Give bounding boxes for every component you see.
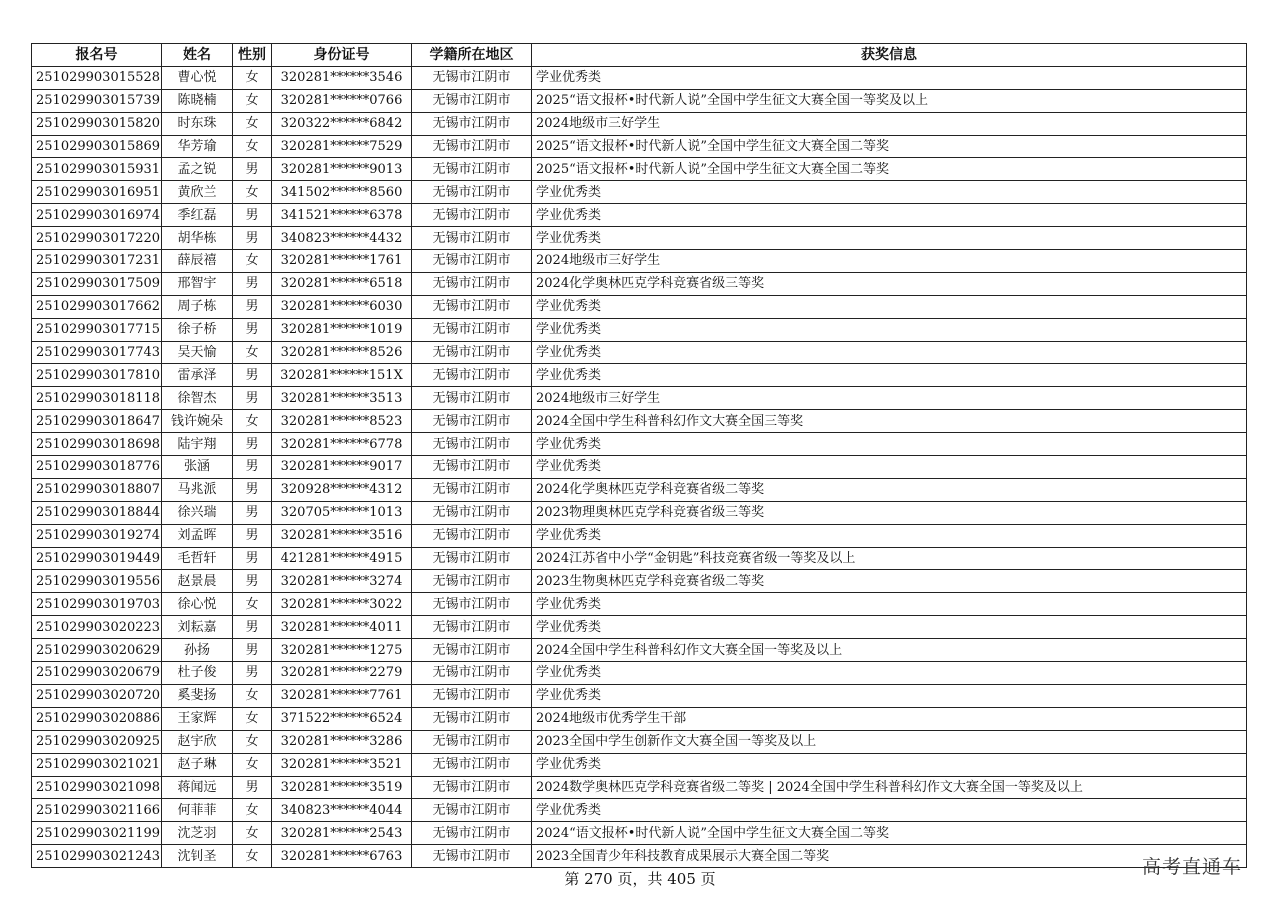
name-cell: 马兆派 [162,478,233,501]
award-cell: 2024地级市三好学生 [532,387,1247,410]
table-row [32,272,1247,295]
gender-cell: 女 [233,250,272,273]
table-row [32,616,1247,639]
gender-cell: 女 [233,89,272,112]
name-cell: 杜子俊 [162,662,233,685]
award-cell: 学业优秀类 [532,684,1247,707]
table-row [32,501,1247,524]
award-cell: 2024数学奥林匹克学科竞赛省级二等奖 | 2024全国中学生科普科幻作文大赛全国一等奖及以上 [532,776,1247,799]
name-cell: 时东珠 [162,112,233,135]
award-cell: 学业优秀类 [532,799,1247,822]
name-cell: 薛辰禧 [162,250,233,273]
table-row [32,753,1247,776]
gender-cell: 男 [233,524,272,547]
id-number-cell: 320281******3546 [272,66,412,89]
id-number-cell: 320281******1019 [272,318,412,341]
id-number-cell: 320928******4312 [272,478,412,501]
gender-cell: 女 [233,181,272,204]
table-body [32,66,1247,867]
region-cell: 无锡市江阴市 [412,845,532,868]
table-row [32,662,1247,685]
reg-no-cell: 251029903017220 [32,227,162,250]
name-cell: 雷承泽 [162,364,233,387]
header-gender: 性别 [233,44,272,67]
region-cell: 无锡市江阴市 [412,776,532,799]
table-row [32,318,1247,341]
id-number-cell: 371522******6524 [272,707,412,730]
award-cell: 2025“语文报杯•时代新人说”全国中学生征文大赛全国一等奖及以上 [532,89,1247,112]
award-cell: 2024地级市优秀学生干部 [532,707,1247,730]
table-row [32,456,1247,479]
table-row [32,364,1247,387]
id-number-cell: 320281******3516 [272,524,412,547]
name-cell: 胡华栋 [162,227,233,250]
award-cell: 2024全国中学生科普科幻作文大赛全国一等奖及以上 [532,639,1247,662]
table-header-row [32,44,1247,67]
table-row [32,570,1247,593]
gender-cell: 男 [233,364,272,387]
id-number-cell: 320281******2543 [272,822,412,845]
table-row [32,845,1247,868]
region-cell: 无锡市江阴市 [412,684,532,707]
region-cell: 无锡市江阴市 [412,250,532,273]
name-cell: 陈晓楠 [162,89,233,112]
gender-cell: 女 [233,707,272,730]
name-cell: 孙扬 [162,639,233,662]
id-number-cell: 320281******8526 [272,341,412,364]
region-cell: 无锡市江阴市 [412,89,532,112]
name-cell: 奚斐扬 [162,684,233,707]
reg-no-cell: 251029903015931 [32,158,162,181]
id-number-cell: 320281******3274 [272,570,412,593]
reg-no-cell: 251029903020886 [32,707,162,730]
region-cell: 无锡市江阴市 [412,295,532,318]
reg-no-cell: 251029903015820 [32,112,162,135]
header-id-number: 身份证号 [272,44,412,67]
award-cell: 学业优秀类 [532,181,1247,204]
region-cell: 无锡市江阴市 [412,616,532,639]
name-cell: 黄欣兰 [162,181,233,204]
award-cell: 2024地级市三好学生 [532,112,1247,135]
award-cell: 学业优秀类 [532,456,1247,479]
region-cell: 无锡市江阴市 [412,547,532,570]
id-number-cell: 320281******9017 [272,456,412,479]
reg-no-cell: 251029903015528 [32,66,162,89]
id-number-cell: 320281******3519 [272,776,412,799]
id-number-cell: 341502******8560 [272,181,412,204]
region-cell: 无锡市江阴市 [412,524,532,547]
name-cell: 徐子桥 [162,318,233,341]
reg-no-cell: 251029903019274 [32,524,162,547]
region-cell: 无锡市江阴市 [412,158,532,181]
name-cell: 刘孟晖 [162,524,233,547]
table-row [32,250,1247,273]
page-number: 第 270 页，共 405 页 [564,870,716,888]
table-row [32,478,1247,501]
region-cell: 无锡市江阴市 [412,112,532,135]
table-row [32,181,1247,204]
region-cell: 无锡市江阴市 [412,753,532,776]
table-row [32,204,1247,227]
award-cell: 2024化学奥林匹克学科竞赛省级三等奖 [532,272,1247,295]
award-cell: 2024地级市三好学生 [532,250,1247,273]
id-number-cell: 320281******3286 [272,730,412,753]
reg-no-cell: 251029903021166 [32,799,162,822]
table-row [32,524,1247,547]
region-cell: 无锡市江阴市 [412,66,532,89]
name-cell: 徐心悦 [162,593,233,616]
award-cell: 学业优秀类 [532,524,1247,547]
gender-cell: 女 [233,341,272,364]
id-number-cell: 320281******3022 [272,593,412,616]
award-cell: 2024“语文报杯•时代新人说”全国中学生征文大赛全国二等奖 [532,822,1247,845]
gender-cell: 女 [233,410,272,433]
name-cell: 沈芝羽 [162,822,233,845]
region-cell: 无锡市江阴市 [412,181,532,204]
table-row [32,135,1247,158]
gender-cell: 女 [233,730,272,753]
name-cell: 毛哲轩 [162,547,233,570]
id-number-cell: 320281******2279 [272,662,412,685]
name-cell: 徐兴瑞 [162,501,233,524]
reg-no-cell: 251029903018647 [32,410,162,433]
award-cell: 学业优秀类 [532,204,1247,227]
id-number-cell: 320281******6763 [272,845,412,868]
gender-cell: 女 [233,799,272,822]
table-row [32,387,1247,410]
award-cell: 学业优秀类 [532,318,1247,341]
reg-no-cell: 251029903020925 [32,730,162,753]
gender-cell: 男 [233,616,272,639]
table-row [32,822,1247,845]
award-cell: 学业优秀类 [532,364,1247,387]
region-cell: 无锡市江阴市 [412,227,532,250]
table-row [32,776,1247,799]
reg-no-cell: 251029903018776 [32,456,162,479]
reg-no-cell: 251029903018118 [32,387,162,410]
gender-cell: 男 [233,433,272,456]
reg-no-cell: 251029903020720 [32,684,162,707]
region-cell: 无锡市江阴市 [412,204,532,227]
id-number-cell: 320281******7761 [272,684,412,707]
table-row [32,341,1247,364]
id-number-cell: 320281******9013 [272,158,412,181]
id-number-cell: 340823******4432 [272,227,412,250]
region-cell: 无锡市江阴市 [412,410,532,433]
name-cell: 邢智宇 [162,272,233,295]
id-number-cell: 320281******1761 [272,250,412,273]
reg-no-cell: 251029903017743 [32,341,162,364]
table-row [32,433,1247,456]
reg-no-cell: 251029903019449 [32,547,162,570]
gender-cell: 女 [233,822,272,845]
name-cell: 赵景晨 [162,570,233,593]
reg-no-cell: 251029903021021 [32,753,162,776]
award-cell: 2023生物奥林匹克学科竞赛省级二等奖 [532,570,1247,593]
name-cell: 赵宇欣 [162,730,233,753]
name-cell: 季红磊 [162,204,233,227]
gender-cell: 男 [233,570,272,593]
region-cell: 无锡市江阴市 [412,456,532,479]
award-cell: 2024化学奥林匹克学科竞赛省级二等奖 [532,478,1247,501]
gender-cell: 男 [233,272,272,295]
award-cell: 2025“语文报杯•时代新人说”全国中学生征文大赛全国二等奖 [532,135,1247,158]
id-number-cell: 320281******1275 [272,639,412,662]
table-row [32,112,1247,135]
name-cell: 徐智杰 [162,387,233,410]
region-cell: 无锡市江阴市 [412,799,532,822]
name-cell: 孟之锐 [162,158,233,181]
name-cell: 王家辉 [162,707,233,730]
gender-cell: 女 [233,593,272,616]
region-cell: 无锡市江阴市 [412,662,532,685]
name-cell: 华芳瑜 [162,135,233,158]
table-row [32,684,1247,707]
region-cell: 无锡市江阴市 [412,822,532,845]
reg-no-cell: 251029903020629 [32,639,162,662]
award-cell: 学业优秀类 [532,227,1247,250]
id-number-cell: 320281******3521 [272,753,412,776]
award-cell: 学业优秀类 [532,593,1247,616]
id-number-cell: 320281******7529 [272,135,412,158]
award-cell: 学业优秀类 [532,66,1247,89]
region-cell: 无锡市江阴市 [412,387,532,410]
reg-no-cell: 251029903015869 [32,135,162,158]
gender-cell: 男 [233,776,272,799]
id-number-cell: 320281******6778 [272,433,412,456]
id-number-cell: 320281******0766 [272,89,412,112]
region-cell: 无锡市江阴市 [412,364,532,387]
id-number-cell: 320281******6518 [272,272,412,295]
gender-cell: 男 [233,227,272,250]
gender-cell: 男 [233,547,272,570]
gender-cell: 女 [233,845,272,868]
table-row [32,410,1247,433]
region-cell: 无锡市江阴市 [412,318,532,341]
id-number-cell: 320322******6842 [272,112,412,135]
id-number-cell: 320281******4011 [272,616,412,639]
id-number-cell: 320281******3513 [272,387,412,410]
table-row [32,639,1247,662]
reg-no-cell: 251029903017509 [32,272,162,295]
gender-cell: 女 [233,66,272,89]
region-cell: 无锡市江阴市 [412,639,532,662]
table-row [32,158,1247,181]
name-cell: 蒋闻远 [162,776,233,799]
region-cell: 无锡市江阴市 [412,730,532,753]
table-row [32,89,1247,112]
gender-cell: 女 [233,753,272,776]
header-name: 姓名 [162,44,233,67]
award-cell: 学业优秀类 [532,662,1247,685]
reg-no-cell: 251029903018844 [32,501,162,524]
reg-no-cell: 251029903018807 [32,478,162,501]
id-number-cell: 320705******1013 [272,501,412,524]
table-row [32,593,1247,616]
award-cell: 学业优秀类 [532,295,1247,318]
gender-cell: 男 [233,456,272,479]
name-cell: 曹心悦 [162,66,233,89]
reg-no-cell: 251029903018698 [32,433,162,456]
award-cell: 2023物理奥林匹克学科竞赛省级三等奖 [532,501,1247,524]
region-cell: 无锡市江阴市 [412,341,532,364]
id-number-cell: 320281******6030 [272,295,412,318]
table-row [32,227,1247,250]
gender-cell: 女 [233,684,272,707]
gender-cell: 男 [233,639,272,662]
reg-no-cell: 251029903017231 [32,250,162,273]
name-cell: 赵子琳 [162,753,233,776]
name-cell: 钱许婉朵 [162,410,233,433]
gender-cell: 男 [233,318,272,341]
reg-no-cell: 251029903016974 [32,204,162,227]
name-cell: 刘耘嘉 [162,616,233,639]
name-cell: 陆宇翔 [162,433,233,456]
name-cell: 何菲菲 [162,799,233,822]
reg-no-cell: 251029903019703 [32,593,162,616]
table-row [32,707,1247,730]
table-row [32,799,1247,822]
header-region: 学籍所在地区 [412,44,532,67]
gender-cell: 女 [233,112,272,135]
id-number-cell: 320281******151X [272,364,412,387]
gender-cell: 男 [233,501,272,524]
reg-no-cell: 251029903017715 [32,318,162,341]
gender-cell: 男 [233,158,272,181]
award-table [31,43,1247,868]
region-cell: 无锡市江阴市 [412,433,532,456]
name-cell: 张涵 [162,456,233,479]
award-cell: 2023全国中学生创新作文大赛全国一等奖及以上 [532,730,1247,753]
region-cell: 无锡市江阴市 [412,570,532,593]
header-reg-no: 报名号 [32,44,162,67]
name-cell: 吴天愉 [162,341,233,364]
award-cell: 学业优秀类 [532,433,1247,456]
id-number-cell: 421281******4915 [272,547,412,570]
gender-cell: 男 [233,204,272,227]
region-cell: 无锡市江阴市 [412,478,532,501]
header-award-info: 获奖信息 [532,44,1247,67]
name-cell: 沈钊圣 [162,845,233,868]
table-row [32,295,1247,318]
reg-no-cell: 251029903020223 [32,616,162,639]
reg-no-cell: 251029903020679 [32,662,162,685]
gender-cell: 男 [233,387,272,410]
table-row [32,547,1247,570]
award-cell: 2023全国青少年科技教育成果展示大赛全国二等奖 [532,845,1247,868]
reg-no-cell: 251029903021199 [32,822,162,845]
id-number-cell: 340823******4044 [272,799,412,822]
region-cell: 无锡市江阴市 [412,272,532,295]
gender-cell: 男 [233,478,272,501]
region-cell: 无锡市江阴市 [412,707,532,730]
id-number-cell: 341521******6378 [272,204,412,227]
gender-cell: 男 [233,662,272,685]
award-cell: 2024江苏省中小学“金钥匙”科技竞赛省级一等奖及以上 [532,547,1247,570]
award-cell: 学业优秀类 [532,341,1247,364]
region-cell: 无锡市江阴市 [412,501,532,524]
region-cell: 无锡市江阴市 [412,593,532,616]
reg-no-cell: 251029903015739 [32,89,162,112]
gender-cell: 男 [233,295,272,318]
reg-no-cell: 251029903016951 [32,181,162,204]
name-cell: 周子栋 [162,295,233,318]
reg-no-cell: 251029903017810 [32,364,162,387]
reg-no-cell: 251029903017662 [32,295,162,318]
gender-cell: 女 [233,135,272,158]
id-number-cell: 320281******8523 [272,410,412,433]
region-cell: 无锡市江阴市 [412,135,532,158]
table-row [32,66,1247,89]
reg-no-cell: 251029903021098 [32,776,162,799]
award-cell: 2025“语文报杯•时代新人说”全国中学生征文大赛全国二等奖 [532,158,1247,181]
award-cell: 学业优秀类 [532,753,1247,776]
reg-no-cell: 251029903019556 [32,570,162,593]
award-cell: 2024全国中学生科普科幻作文大赛全国三等奖 [532,410,1247,433]
table-row [32,730,1247,753]
watermark-logo-text: 高考直通车 [1142,856,1243,878]
award-cell: 学业优秀类 [532,616,1247,639]
reg-no-cell: 251029903021243 [32,845,162,868]
